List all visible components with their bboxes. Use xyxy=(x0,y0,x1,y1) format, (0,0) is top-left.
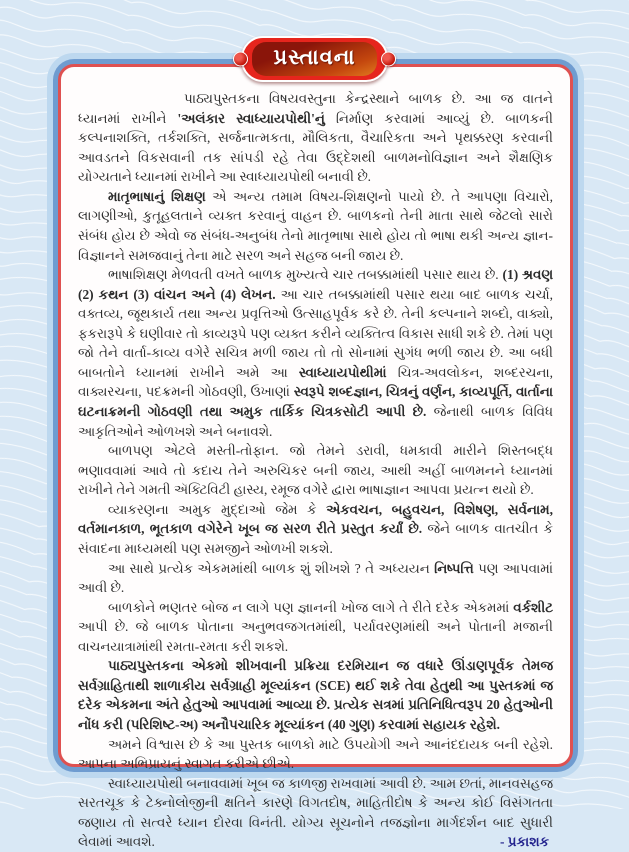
paragraph-bold-text: 'અલંકાર સ્વાધ્યાયપોથી'નું xyxy=(177,110,325,126)
preface-paragraphs xyxy=(78,89,553,852)
paragraph-bold-text: સ્વાધ્યાયપોથીમાં xyxy=(298,364,387,380)
paragraph-bold-text: સ્વરૂપે શબ્દજ્ઞાન, ચિત્રનું વર્ણન, કાવ્યપૂર્તિ, વાર્તાના ઘટનાક્રમની ગોઠવણી તથા અમુક તાર્કિક ચિત્રકસોટી આપી છે. xyxy=(78,384,554,419)
paragraph-text: પાઠ્યપુસ્તકના વિષયવસ્તુના કેન્દ્રસ્થાને બાળક છે. આ જ વાતને ધ્યાનમાં રાખીને xyxy=(78,91,553,126)
paragraph-text: ચિત્ર-અવલોકન, શબ્દરચના, વાક્યરચના, પદક્રમની ગોઠવણી, ઉખાણાં xyxy=(78,364,553,400)
paragraph-text: ભાષાશિક્ષણ મેળવતી વખતે બાળક મુખ્યત્વે ચાર તબક્કામાંથી પસાર થાય છે. xyxy=(108,267,503,283)
paragraph xyxy=(78,500,553,559)
publisher-signature: - પ્રકાશક xyxy=(499,834,549,850)
paragraph-text: અમને વિશ્વાસ છે કે આ પુસ્તક બાળકો માટે ઉપયોગી અને આનંદદાયક બની રહેશે. આપના અભિપ્રાયનું સ્વાગત કરીએ છીએ. xyxy=(78,736,553,772)
paragraph-bold-text: (1) શ્રવણ (2) કથન (3) વાંચન અને (4) લેખન. xyxy=(78,267,553,302)
content-sheet xyxy=(58,64,573,850)
preface-text xyxy=(61,67,570,850)
badge-left-knob-icon xyxy=(233,52,248,67)
title-badge-inner xyxy=(252,42,378,76)
paragraph-text: જેને બાળક વાતચીત કે સંવાદના માધ્યમથી પણ સમજીને ઓળખી શકશે. xyxy=(78,521,553,556)
paragraph xyxy=(78,265,553,441)
paragraph-bold-text: નિષ્પત્તિ xyxy=(434,560,474,576)
paragraph-text: બાળપણ એટલે મસ્તી-તોફાન. જો તેમને ડરાવી, ધમકાવી મારીને શિસ્તબદ્ધ ભણાવવામાં આવે તો કદાચ તેને અરુચિકર બની જાય, આથી અહીં બાળમનને ધ્યાનમાં રાખીને તેને ગમતી ઍક્ટિવિટી હાસ્ય, રમૂજ વગેરે દ્વારા ભાષાજ્ઞાન આપવા પ્રયત્ન થયો છે. xyxy=(78,443,553,498)
paragraph-text: આપી છે. જે બાળક પોતાના અનુભવજગતમાંથી, પર્યાવરણમાંથી અને પોતાની મજાની વાચનયાત્રામાંથી રમતા-રમતા કરી શકશે. xyxy=(78,619,553,654)
paragraph xyxy=(78,656,553,734)
paragraph xyxy=(78,89,553,187)
badge-right-knob-icon xyxy=(381,52,396,67)
paragraph-text: આ સાથે પ્રત્યેક એકમમાંથી બાળક શું શીખશે ? તે અધ્યયન xyxy=(108,560,435,576)
paragraph-text: પણ આપવામાં આવી છે. xyxy=(78,560,553,596)
paragraph-text: નિર્માણ કરવામાં આવ્યું છે. બાળકની કલ્પનાશક્તિ, તર્કશક્તિ, સર્જનાત્મકતા, મૌલિકતા, વૈચારિકતા અને પૃથક્કરણ કરવાની આવડતને વિકસવાની તક સાંપડી રહે તેવા ઉદ્દેશથી બાળમનોવિજ્ઞાન અને શૈક્ષણિક યોગ્યતાને ધ્યાનમાં રાખીને આ સ્વાધ્યાયપોથી બનાવી છે. xyxy=(78,110,553,185)
paragraph-bold-text: માતૃભાષાનું શિક્ષણ xyxy=(108,188,206,204)
paragraph-bold-text: વર્કશીટ xyxy=(513,599,553,615)
paragraph-text: સ્વાધ્યાયપોથી બનાવવામાં ખૂબ જ કાળજી રાખવામાં આવી છે. આમ છતાં, માનવસહજ સરતચૂક કે ટેક્નોલોજીની ક્ષતિને કારણે વિગતદોષ, માહિતીદોષ કે અન્ય કોઈ વિસંગતતા જણાય તો સત્વરે ધ્યાન દોરવા વિનંતી. યોગ્ય સૂચનોને તજજ્ઞોના માર્ગદર્શન બાદ સુધારી લેવામાં આવશે. xyxy=(78,775,553,850)
paragraph-text: જેનાથી બાળક વિવિધ આકૃતિઓને ઓળખશે અને બનાવશે. xyxy=(78,404,553,439)
paragraph xyxy=(78,735,553,774)
paragraph-text: બાળકોને ભણતર બોજ ન લાગે પણ જ્ઞાનની ખોજ લાગે તે રીતે દરેક એકમમાં xyxy=(108,599,514,615)
paragraph-text: એ અન્ય તમામ વિષય-શિક્ષણનો પાયો છે. તે આપણા વિચારો, લાગણીઓ, કુતૂહલતાને વ્યક્ત કરવાનું વાહન છે. બાળકનો તેની માતા સાથે જેટલો સારો સંબંધ હોય છે એવો જ સંબંધ-અનુબંધ તેનો માતૃભાષા સાથે હોય તો ભાષા થકી અન્ય જ્ઞાન-વિજ્ઞાનને સમજવાનું તેના માટે સરળ અને સહજ બની જાય છે. xyxy=(78,188,553,263)
page-title: પ્રસ્તાવના xyxy=(273,45,356,69)
paragraph xyxy=(78,441,553,500)
paragraph-bold-text: એકવચન, બહુવચન, વિશેષણ, સર્વનામ, વર્તમાનકાળ, ભૂતકાળ વગેરેને ખૂબ જ સરળ રીતે પ્રસ્તુત કર્યાં છે. xyxy=(78,501,553,537)
paragraph xyxy=(78,187,553,265)
paragraph-bold-text: પાઠ્યપુસ્તકના એકમો શીખવાની પ્રક્રિયા દરમિયાન જ વધારે ઊંડાણપૂર્વક તેમજ સર્વગ્રાહિતાથી શાળાકીય સર્વગ્રાહી મૂલ્યાંકન (SCE) થઈ શકે તેવા હેતુથી આ પુસ્તકમાં જ દરેક એકમના અંતે હેતુઓ આપવામાં આવ્યા છે. પ્રત્યેક સત્રમાં પ્રતિનિધિત્વરૂપ 20 હેતુઓની નોંધ કરી (પરિશિષ્ટ-અ) અનૌપચારિક મૂલ્યાંકન (40 ગુણ) કરવામાં સહાયક રહેશે. xyxy=(78,658,553,732)
title-badge xyxy=(241,36,389,82)
paragraph xyxy=(78,559,553,598)
paragraph xyxy=(78,598,553,657)
paragraph-text: આ ચાર તબક્કામાંથી પસાર થયા બાદ બાળક ચર્ચા, વક્તવ્ય, જૂથકાર્ય તથા અન્ય પ્રવૃત્તિઓ ઉત્સાહપૂર્વક કરે છે. તેની કલ્પનાને શબ્દો, વાક્યો, ફકરારૂપે કે ઘણીવાર તો કાવ્યરૂપે પણ વ્યક્ત કરીને વ્યક્તિત્વ વિકાસ સાધી શકે છે. તેમાં પણ જો તેને વાર્તા-કાવ્ય વગેરે સચિત્ર મળી જાય તો તો સોનામાં સુગંધ ભળી જાય છે. આ બધી બાબતોને ધ્યાનમાં રાખીને અમે આ xyxy=(78,286,553,380)
paragraph-text: વ્યાકરણના અમુક મુદ્દાઓ જેમ કે xyxy=(108,501,327,517)
